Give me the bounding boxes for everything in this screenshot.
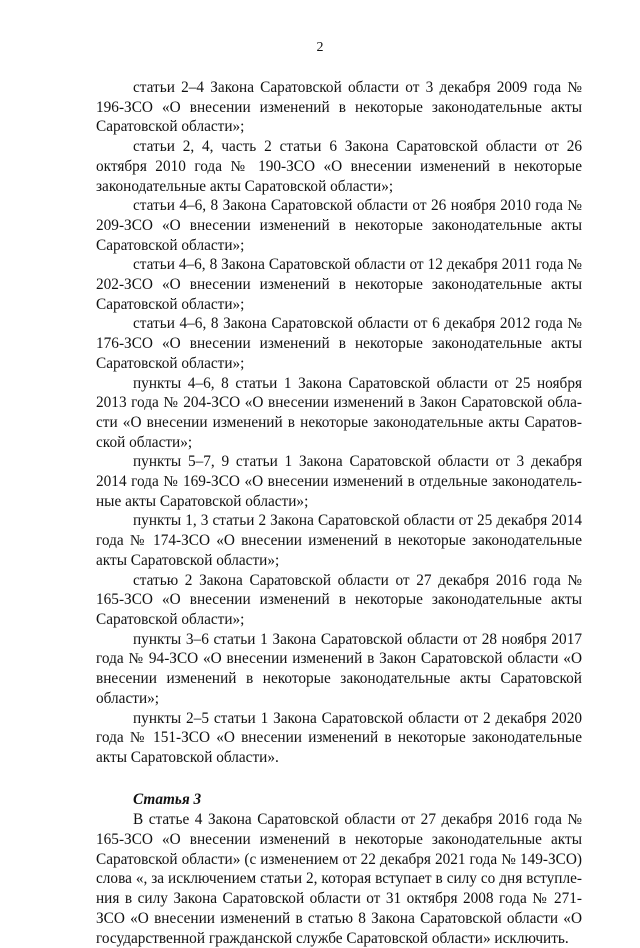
list-item: статьи 2, 4, часть 2 статьи 6 Закона Саратовской области от 26 октября 2010 года № 190-ЗСО «О внесении изменений в некоторые законодательные акты Саратовской области»; [96,138,582,195]
list-item: пункты 3–6 статьи 1 Закона Саратовской области от 28 ноября 2017 года № 94-ЗСО «О внесении изменений в Закон Саратовской области «О внесении изменений в некоторые законодательные акты Саратовской области»; [96,630,582,707]
list-item: пункты 4–6, 8 статьи 1 Закона Саратовской области от 25 ноября 2013 года № 204-ЗСО «О внесении изменений в Закон Саратовской области «О внесении изменений в некоторые законодательные акты Саратовской области»; [96,374,582,451]
list-item: пункты 2–5 статьи 1 Закона Саратовской области от 2 декабря 2020 года № 151-ЗСО «О внесении изменений в некоторые законодательные акты Саратовской области». [96,709,582,766]
list-item: статью 2 Закона Саратовской области от 27 декабря 2016 года № 165-ЗСО «О внесении изменений в некоторые законодательные акты Саратовской области»; [96,571,582,628]
list-item: пункты 1, 3 статьи 2 Закона Саратовской области от 25 декабря 2014 года № 174-ЗСО «О внесении изменений в некоторые законодательные акты Саратовской области»; [96,512,582,569]
list-item: пункты 5–7, 9 статьи 1 Закона Саратовской области от 3 декабря 2014 года № 169-ЗСО «О внесении изменений в отдельные законодательные акты Саратовской области»; [96,453,582,510]
list-item: статьи 2–4 Закона Саратовской области от 3 декабря 2009 года № 196-ЗСО «О внесении изменений в некоторые законодательные акты Саратовской области»; [96,79,582,136]
page-number: 2 [316,40,324,55]
article-3-text: В статье 4 Закона Саратовской области от 27 декабря 2016 года № 165-ЗСО «О внесении изменений в некоторые законодательные акты Саратовской области» (с изменением от 22 декабря 2021 года № 149-ЗСО) слова «, за исключением статьи 2, которая вступает в силу со дня вступления в силу Закона Саратовской области от 31 октября 2008 года № 271-ЗСО «О внесении изменений в статью 8 Закона Саратовской области «О государственной гражданской службе Саратовской области» исключить. [96,811,582,947]
list-item: статьи 4–6, 8 Закона Саратовской области от 26 ноября 2010 года № 209-ЗСО «О внесении изменений в некоторые законодательные акты Саратовской области»; [96,197,582,254]
list-item: статьи 4–6, 8 Закона Саратовской области от 12 декабря 2011 года № 202-ЗСО «О внесении изменений в некоторые законодательные акты Саратовской области»; [96,256,582,313]
list-item: статьи 4–6, 8 Закона Саратовской области от 6 декабря 2012 года № 176-ЗСО «О внесении изменений в некоторые законодательные акты Саратовской области»; [96,315,582,372]
article-3-heading: Статья 3 [133,790,202,808]
document-body [96,78,582,948]
